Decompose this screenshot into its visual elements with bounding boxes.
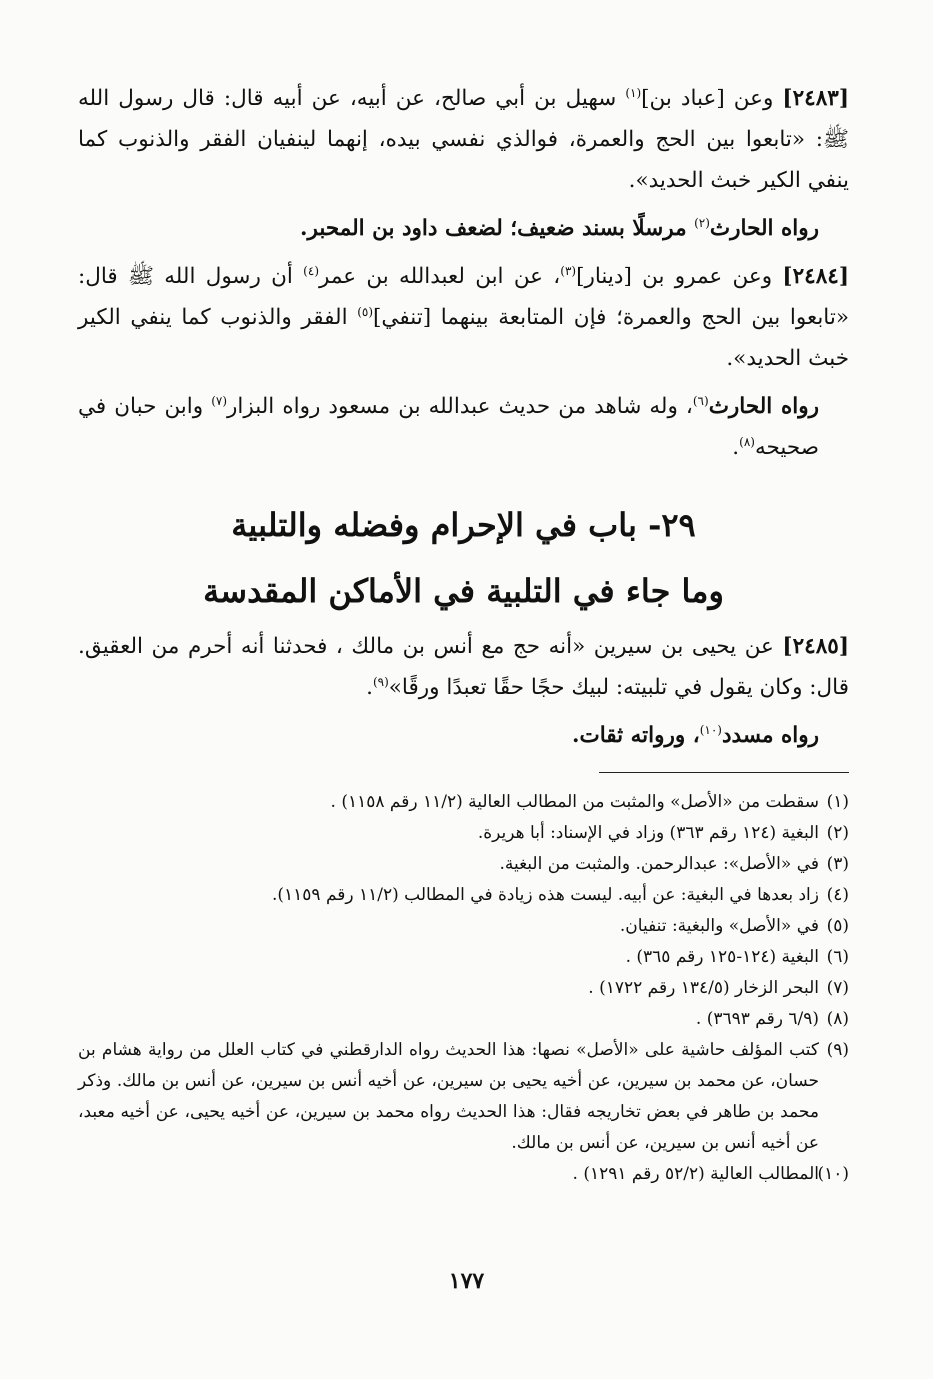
footnote-number: (٢) (826, 823, 849, 843)
footnote-item (78, 1004, 849, 1035)
footnote-ref: (٣) (560, 263, 577, 278)
hadith-text: . (366, 675, 373, 700)
footnote-item (78, 849, 849, 880)
footnote-text: في «الأصل»: عبدالرحمن. والمثبت من البغية. (499, 854, 819, 874)
footnote-text: البغية (١٢٤ رقم ٣٦٣) وزاد في الإسناد: أبا هريرة. (477, 823, 819, 843)
footnote-ref: (٧) (211, 393, 228, 408)
hadith-text: ، عن ابن لعبدالله بن عمر (319, 264, 561, 289)
narration-grade: مرسلًا بسند ضعيف؛ لضعف داود بن المحبر. (299, 216, 695, 241)
footnote-ref: (١٠) (699, 722, 722, 737)
hadith-2484 (78, 256, 849, 379)
footnote-text: المطالب العالية (٥٢/٢ رقم ١٢٩١) . (572, 1164, 819, 1184)
narration-2484 (78, 386, 849, 468)
hadith-text: سهيل بن أبي صالح، عن أبيه، عن أبيه قال: قال رسول الله ﷺ: «تابعوا بين الحج والعمرة، فوالذي نفسي بيده، إنهما لينفيان الفقر والذنوب كما ينفي الكير خبث الحديد». (78, 86, 849, 193)
hadith-2485 (78, 626, 849, 708)
footnote-item (78, 1159, 849, 1190)
footnote-number: (٣) (826, 854, 849, 874)
hadith-2483 (78, 78, 849, 201)
footnote-item (78, 818, 849, 849)
footnote-item (78, 787, 849, 818)
narrator-source: رواه الحارث (708, 394, 819, 419)
page-number: ١٧٧ (448, 1268, 485, 1294)
footnote-ref: (٨) (739, 434, 755, 449)
narration-2485 (78, 715, 849, 756)
footnote-text: البحر الزخار (١٣٤/٥ رقم ١٧٢٢) . (588, 978, 819, 998)
footnote-text: سقطت من «الأصل» والمثبت من المطالب العالية (١١/٢ رقم ١١٥٨) . (330, 792, 819, 812)
chapter-heading (78, 496, 849, 620)
hadith-text: وعن عمرو بن [دينار] (576, 264, 783, 289)
narration-text: وابن حبان في صحيحه (78, 394, 819, 460)
footnote-ref: (٢) (694, 215, 710, 230)
footnote-ref: (٤) (303, 263, 319, 278)
footnote-number: (١٠) (817, 1164, 849, 1184)
footnote-item (78, 911, 849, 942)
footnote-text: زاد بعدها في البغية: عن أبيه. ليست هذه زيادة في المطالب (١١/٢ رقم ١١٥٩). (271, 885, 819, 905)
footnote-number: (١) (826, 792, 849, 812)
footnote-item (78, 880, 849, 911)
chapter-title-line-2: وما جاء في التلبية في الأماكن المقدسة (203, 572, 724, 610)
footnote-text: البغية (١٢٤-١٢٥ رقم ٣٦٥) . (625, 947, 819, 967)
narration-text: ، وله شاهد من حديث عبدالله بن مسعود رواه البزار (227, 394, 693, 419)
footnote-item (78, 1035, 849, 1159)
narrator-source: رواه مسدد (721, 723, 819, 748)
narration-text: . (732, 435, 740, 460)
footnote-text: كتب المؤلف حاشية على «الأصل» نصها: هذا الحديث رواه الدارقطني في كتاب العلل من رواية هشام بن حسان، عن محمد بن سيرين، عن أخيه يحيى بن سيرين، عن أخيه أنس بن سيرين، عن أنس بن مالك. وذكر محمد بن طاهر في بعض تخاريجه فقال: هذا الحديث رواه محمد بن سيرين، عن أخيه يحيى، عن أخيه معبد، عن أخيه أنس بن سيرين، عن أنس بن مالك. (78, 1040, 819, 1153)
hadith-text: الفقر والذنوب كما ينفي الكير خبث الحديد». (78, 305, 849, 371)
hadith-text: عن يحيى بن سيرين «أنه حج مع أنس بن مالك ، فحدثنا أنه أحرم من العقيق. قال: وكان يقول في تلبيته: لبيك حجًا حقًا تعبدًا ورقًا» (78, 634, 849, 700)
footnote-text: (٦/٩ رقم ٣٦٩٣) . (695, 1009, 819, 1029)
footnote-ref: (٩) (372, 674, 389, 689)
footnote-text: في «الأصل» والبغية: تنفيان. (619, 916, 819, 936)
narration-2483 (78, 208, 849, 249)
narrator-source: رواه الحارث (709, 216, 819, 241)
hadith-number: [٢٤٨٣] (782, 86, 849, 111)
footnote-ref: (١) (625, 85, 642, 100)
footnote-number: (٦) (826, 947, 849, 967)
footnote-number: (٧) (826, 978, 849, 998)
footnote-divider (599, 772, 849, 773)
footnote-number: (٤) (826, 885, 849, 905)
footnotes (78, 787, 849, 1190)
footnote-ref: (٦) (692, 393, 709, 408)
footnote-item (78, 942, 849, 973)
footnote-ref: (٥) (357, 304, 374, 319)
footnote-number: (٩) (826, 1040, 849, 1060)
hadith-text: وعن [عباد بن] (641, 86, 783, 111)
hadith-number: [٢٤٨٥] (782, 634, 849, 659)
footnote-number: (٥) (826, 916, 849, 936)
footnote-item (78, 973, 849, 1004)
chapter-title-line-1: ٢٩- باب في الإحرام وفضله والتلبية (231, 506, 696, 544)
hadith-text: أن رسول الله ﷺ قال: «تابعوا بين الحج والعمرة؛ فإن المتابعة بينهما [تنفي] (78, 264, 849, 330)
hadith-number: [٢٤٨٤] (782, 264, 849, 289)
narration-grade: ، ورواته ثقات. (572, 723, 700, 748)
footnote-number: (٨) (826, 1009, 849, 1029)
